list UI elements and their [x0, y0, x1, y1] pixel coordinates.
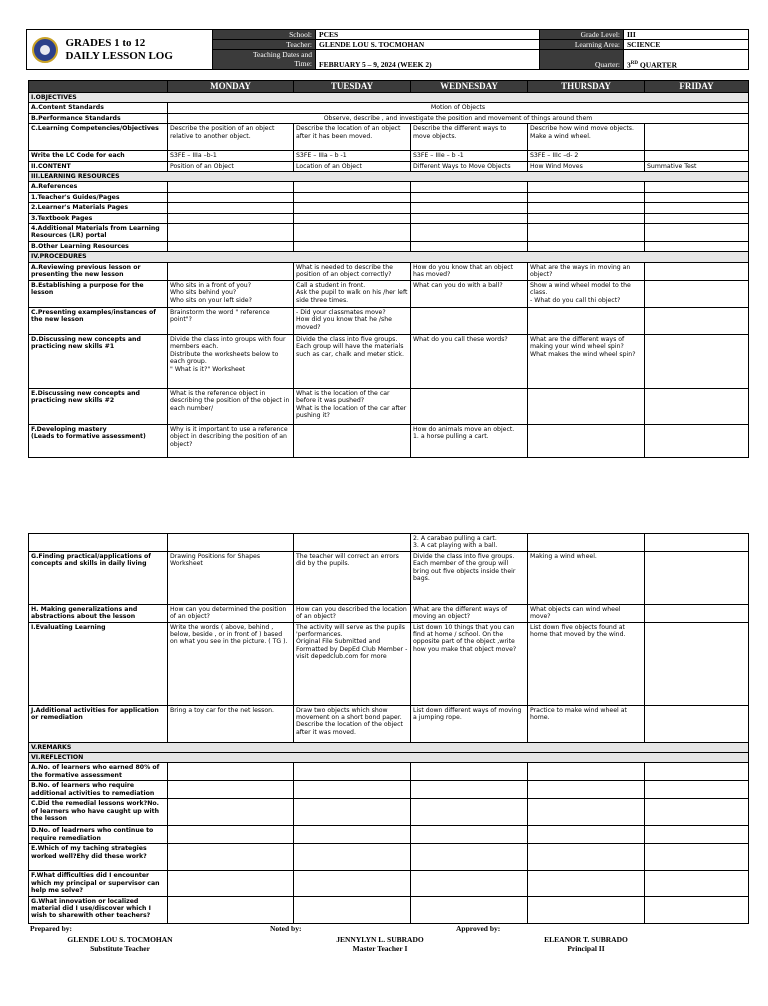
cell-monday: S3FE – IIIa –b-1	[168, 151, 294, 161]
cell-thursday	[528, 242, 645, 252]
row-label: B.Other Learning Resources	[29, 242, 168, 252]
row-i-objectives	[29, 93, 749, 103]
row-write-the-lc-code-for-each	[29, 151, 749, 161]
cell-wednesday	[411, 799, 528, 826]
teacher-value: GLENDE LOU S. TOCMOHAN	[316, 40, 540, 50]
cell-tuesday: What is needed to describe the position of an object correctly?	[294, 262, 411, 280]
row-g-what-innovation-or-localized-material-	[29, 896, 749, 923]
deped-seal-icon	[32, 37, 58, 63]
row-label: E.Which of my taching strategies worked well?Ehy did these work?	[29, 844, 168, 871]
cell-wednesday: How do animals move an object. 1. a horse pulling a cart.	[411, 424, 528, 457]
cell-thursday	[528, 388, 645, 424]
cell-friday	[645, 151, 749, 161]
cell-thursday	[528, 424, 645, 457]
cell-monday	[168, 896, 294, 923]
cell-thursday: S3FE – IIIc –d- 2	[528, 151, 645, 161]
cell-tuesday	[294, 781, 411, 799]
cell-thursday	[528, 224, 645, 242]
row-label: IV.PROCEDURES	[29, 252, 749, 262]
row-label: D.Discussing new concepts and practicing new skills #1	[29, 334, 168, 388]
standard-text: Observe, describe , and investigate the position and movement of things around them	[168, 113, 749, 123]
cell-monday	[168, 871, 294, 896]
row-i-evaluating-learning	[29, 622, 749, 705]
cell-tuesday	[294, 424, 411, 457]
cell-monday: Who sits in a front of you? Who sits behind you? Who sits on your left side?	[168, 280, 294, 307]
cell-tuesday: What is the location of the car before it was pushed? What is the location of the car after pushing it?	[294, 388, 411, 424]
cell-wednesday: Describe the different ways to move objects.	[411, 124, 528, 151]
cell-thursday	[528, 844, 645, 871]
row-c-learning-competencies-objectives	[29, 124, 749, 151]
cell-thursday	[528, 826, 645, 844]
cell-friday	[645, 799, 749, 826]
cell-thursday: Show a wind wheel model to the class. - What do you call thi object?	[528, 280, 645, 307]
cell-wednesday	[411, 844, 528, 871]
cell-friday	[645, 224, 749, 242]
cell-tuesday	[294, 896, 411, 923]
row-label: A.No. of learners who earned 80% of the formative assessment	[29, 763, 168, 781]
cell-thursday	[528, 871, 645, 896]
document-title: GRADES 1 to 12 DAILY LESSON LOG	[63, 30, 213, 70]
cell-friday	[645, 551, 749, 604]
row-vi-reflection	[29, 753, 749, 763]
row-f-what-difficulties-did-i-encounter-whic	[29, 871, 749, 896]
cell-monday	[168, 844, 294, 871]
cell-friday	[645, 192, 749, 202]
cell-tuesday	[294, 224, 411, 242]
row-label: I.OBJECTIVES	[29, 93, 749, 103]
row-b-other-learning-resources	[29, 242, 749, 252]
row-2-learner-s-materials-pages	[29, 203, 749, 213]
row-label: B.Establishing a purpose for the lesson	[29, 280, 168, 307]
cell-wednesday	[411, 307, 528, 334]
cell-thursday	[528, 781, 645, 799]
row-a-content-standards	[29, 103, 749, 113]
cell-tuesday	[294, 182, 411, 192]
cell-monday: Divide the class into groups with four members each. Distribute the worksheets below to each group. " What is it?" Worksheet	[168, 334, 294, 388]
cell-wednesday: What can you do with a ball?	[411, 280, 528, 307]
cell-tuesday: S3FE – IIIa – b -1	[294, 151, 411, 161]
noted-by: Noted by: JENNYLYN L. SUBRADO Master Teacher I	[270, 924, 424, 953]
row-c-did-the-remedial-lessons-work-no-of-le	[29, 799, 749, 826]
row-label: V.REMARKS	[29, 742, 749, 752]
row-label: G.What innovation or localized material did I use/discover which I wish to sharewith other teachers?	[29, 896, 168, 923]
logo-cell	[27, 30, 63, 70]
cell-monday	[168, 182, 294, 192]
quarter-value: 3RD QUARTER	[624, 50, 749, 70]
row-iv-procedures	[29, 252, 749, 262]
grade-level-value: III	[624, 30, 749, 40]
cell-friday	[645, 124, 749, 151]
cell-tuesday	[294, 213, 411, 223]
cell-thursday	[528, 182, 645, 192]
row-e-discussing-new-concepts-and-practicing	[29, 388, 749, 424]
row-label: C.Learning Competencies/Objectives	[29, 124, 168, 151]
row-a-reviewing-previous-lesson-or-presentin	[29, 262, 749, 280]
row-label: 3.Textbook Pages	[29, 213, 168, 223]
cell-monday	[168, 826, 294, 844]
cell-friday	[645, 182, 749, 192]
cell-thursday	[528, 896, 645, 923]
row-blank	[29, 534, 749, 552]
row-v-remarks	[29, 742, 749, 752]
cell-friday	[645, 262, 749, 280]
cell-friday	[645, 622, 749, 705]
row-label: Write the LC Code for each	[29, 151, 168, 161]
cell-monday: Write the words ( above, behind , below, beside , or in front of ) based on what you see in the picture. ( TG ).	[168, 622, 294, 705]
cell-friday	[645, 213, 749, 223]
row-b-no-of-learners-who-require-additional-	[29, 781, 749, 799]
row-d-no-of-leadrners-who-continue-to-requir	[29, 826, 749, 844]
cell-wednesday	[411, 224, 528, 242]
cell-thursday	[528, 203, 645, 213]
cell-tuesday	[294, 192, 411, 202]
row-e-which-of-my-taching-strategies-worked-	[29, 844, 749, 871]
cell-wednesday	[411, 871, 528, 896]
row-label	[29, 534, 168, 552]
row-label: B.No. of learners who require additional activities to remediation	[29, 781, 168, 799]
cell-tuesday: Describe the location of an object after it has been moved.	[294, 124, 411, 151]
row-b-performance-standards	[29, 113, 749, 123]
cell-tuesday: Divide the class into five groups. Each group will have the materials such as car, chalk and meter stick.	[294, 334, 411, 388]
row-label: D.No. of leadrners who continue to require remediation	[29, 826, 168, 844]
teaching-dates-label: Teaching Dates and Time:	[213, 50, 316, 70]
cell-wednesday	[411, 826, 528, 844]
cell-monday	[168, 781, 294, 799]
cell-tuesday	[294, 826, 411, 844]
day-header-friday: FRIDAY	[645, 81, 749, 93]
day-header-tuesday: TUESDAY	[294, 81, 411, 93]
row-label: J.Additional activities for application or remediation	[29, 705, 168, 742]
row-label: I.Evaluating Learning	[29, 622, 168, 705]
cell-tuesday: Call a student in front. Ask the pupil to walk on his /her left side three times.	[294, 280, 411, 307]
row-4-additional-materials-from-learning-res	[29, 224, 749, 242]
row-label: 1.Teacher's Guides/Pages	[29, 192, 168, 202]
cell-wednesday: List down different ways of moving a jumping rope.	[411, 705, 528, 742]
cell-tuesday	[294, 534, 411, 552]
cell-thursday	[528, 192, 645, 202]
school-value: PCES	[316, 30, 540, 40]
teaching-dates-value: FEBRUARY 5 – 9, 2024 (WEEK 2)	[316, 50, 540, 70]
row-iii-learning-resources	[29, 172, 749, 182]
cell-wednesday: 2. A carabao pulling a cart. 3. A cat playing with a ball.	[411, 534, 528, 552]
cell-friday	[645, 871, 749, 896]
grade-level-label: Grade Level:	[540, 30, 624, 40]
cell-tuesday: The activity will serve as the pupils 'performances. Original File Submitted and Formatted by DepEd Club Member - visit depedclub.com for more	[294, 622, 411, 705]
cell-friday	[645, 424, 749, 457]
day-header-row	[29, 81, 749, 93]
row-label: 4.Additional Materials from Learning Resources (LR) portal	[29, 224, 168, 242]
cell-monday	[168, 534, 294, 552]
cell-wednesday: How do you know that an object has moved?	[411, 262, 528, 280]
cell-thursday: Making a wind wheel.	[528, 551, 645, 604]
cell-friday: Summative Test	[645, 161, 749, 171]
learning-area-value: SCIENCE	[624, 40, 749, 50]
row-d-discussing-new-concepts-and-practicing	[29, 334, 749, 388]
cell-tuesday: How can you described the location of an object?	[294, 604, 411, 622]
cell-monday	[168, 262, 294, 280]
cell-tuesday	[294, 763, 411, 781]
cell-friday	[645, 705, 749, 742]
cell-thursday	[528, 763, 645, 781]
row-label: C.Did the remedial lessons work?No. of learners who have caught up with the lesson	[29, 799, 168, 826]
row-label: II.CONTENT	[29, 161, 168, 171]
cell-monday: What is the reference object in describing the position of the object in each number/	[168, 388, 294, 424]
cell-tuesday	[294, 799, 411, 826]
cell-monday	[168, 763, 294, 781]
cell-friday	[645, 826, 749, 844]
row-label: VI.REFLECTION	[29, 753, 749, 763]
cell-thursday: Practice to make wind wheel at home.	[528, 705, 645, 742]
row-a-references	[29, 182, 749, 192]
cell-friday	[645, 307, 749, 334]
row-label: A.Reviewing previous lesson or presenting the new lesson	[29, 262, 168, 280]
cell-tuesday: Draw two objects which show movement on a short bond paper. Describe the location of the object after it was moved.	[294, 705, 411, 742]
cell-wednesday	[411, 213, 528, 223]
row-label: A.Content Standards	[29, 103, 168, 113]
cell-wednesday	[411, 242, 528, 252]
day-header-blank	[29, 81, 168, 93]
standard-text: Motion of Objects	[168, 103, 749, 113]
row-label: F.What difficulties did I encounter which my principal or supervisor can help me solve?	[29, 871, 168, 896]
cell-monday: Why is it important to use a reference object in describing the position of an object?	[168, 424, 294, 457]
row-g-finding-practical-applications-of-conc	[29, 551, 749, 604]
cell-monday	[168, 224, 294, 242]
cell-friday	[645, 781, 749, 799]
header-table	[26, 29, 749, 70]
cell-thursday	[528, 307, 645, 334]
cell-monday: Brainstorm the word " reference point"?	[168, 307, 294, 334]
cell-thursday: What are the different ways of making your wind wheel spin? What makes the wind wheel spin?	[528, 334, 645, 388]
cell-thursday: List down five objects found at home that moved by the wind.	[528, 622, 645, 705]
row-f-developing-mastery-leads-to-formative-	[29, 424, 749, 457]
cell-wednesday	[411, 388, 528, 424]
learning-area-label: Learning Area:	[540, 40, 624, 50]
cell-wednesday: Different Ways to Move Objects	[411, 161, 528, 171]
cell-thursday: What objects can wind wheel move?	[528, 604, 645, 622]
cell-wednesday	[411, 192, 528, 202]
day-header-wednesday: WEDNESDAY	[411, 81, 528, 93]
cell-tuesday: - Did your classmates move? How did you know that he /she moved?	[294, 307, 411, 334]
row-label: C.Presenting examples/instances of the new lesson	[29, 307, 168, 334]
row-label: A.References	[29, 182, 168, 192]
cell-tuesday	[294, 203, 411, 213]
lesson-log-table-part1	[28, 80, 749, 458]
row-j-additional-activities-for-application-	[29, 705, 749, 742]
cell-monday	[168, 213, 294, 223]
cell-wednesday	[411, 203, 528, 213]
row-ii-content	[29, 161, 749, 171]
school-label: School:	[213, 30, 316, 40]
cell-thursday: Describe how wind move objects. Make a wind wheel.	[528, 124, 645, 151]
cell-monday	[168, 242, 294, 252]
cell-monday: Describe the position of an object relative to another object.	[168, 124, 294, 151]
cell-tuesday: Location of an Object	[294, 161, 411, 171]
row-label: H. Making generalizations and abstractions about the lesson	[29, 604, 168, 622]
cell-tuesday	[294, 242, 411, 252]
cell-thursday	[528, 213, 645, 223]
cell-wednesday	[411, 896, 528, 923]
cell-tuesday: The teacher will correct an errors did by the pupils.	[294, 551, 411, 604]
row-b-establishing-a-purpose-for-the-lesson	[29, 280, 749, 307]
cell-friday	[645, 334, 749, 388]
row-label: B.Performance Standards	[29, 113, 168, 123]
cell-friday	[645, 203, 749, 213]
day-header-thursday: THURSDAY	[528, 81, 645, 93]
cell-wednesday	[411, 182, 528, 192]
cell-monday: How can you determined the position of an object?	[168, 604, 294, 622]
cell-wednesday: What do you call these words?	[411, 334, 528, 388]
row-c-presenting-examples-instances-of-the-n	[29, 307, 749, 334]
cell-monday	[168, 192, 294, 202]
row-a-no-of-learners-who-earned-80-of-the-fo	[29, 763, 749, 781]
approved-by: Approved by: ELEANOR T. SUBRADO Principal II	[456, 924, 628, 953]
cell-monday	[168, 799, 294, 826]
cell-wednesday: List down 10 things that you can find at home / school. On the opposite part of the object ,write how you make that object move?	[411, 622, 528, 705]
cell-tuesday	[294, 871, 411, 896]
cell-wednesday	[411, 781, 528, 799]
quarter-label: Quarter:	[540, 50, 624, 70]
row-3-textbook-pages	[29, 213, 749, 223]
lesson-log-table-part2	[28, 533, 749, 924]
row-label: E.Discussing new concepts and practicing new skills #2	[29, 388, 168, 424]
cell-wednesday: S3FE – IIIe – b -1	[411, 151, 528, 161]
cell-thursday	[528, 799, 645, 826]
row-label: F.Developing mastery (Leads to formative assessment)	[29, 424, 168, 457]
row-label: III.LEARNING RESOURCES	[29, 172, 749, 182]
cell-thursday: How Wind Moves	[528, 161, 645, 171]
cell-friday	[645, 280, 749, 307]
cell-thursday	[528, 534, 645, 552]
cell-thursday: What are the ways in moving an object?	[528, 262, 645, 280]
day-header-monday: MONDAY	[168, 81, 294, 93]
cell-monday: Position of an Object	[168, 161, 294, 171]
cell-monday: Drawing Positions for Shapes Worksheet	[168, 551, 294, 604]
cell-wednesday	[411, 763, 528, 781]
cell-friday	[645, 604, 749, 622]
cell-monday: Bring a toy car for the net lesson.	[168, 705, 294, 742]
row-label: G.Finding practical/applications of concepts and skills in daily living	[29, 551, 168, 604]
row-1-teacher-s-guides-pages	[29, 192, 749, 202]
cell-friday	[645, 534, 749, 552]
cell-friday	[645, 844, 749, 871]
cell-friday	[645, 388, 749, 424]
cell-friday	[645, 763, 749, 781]
row-h-making-generalizations-and-abstraction	[29, 604, 749, 622]
row-label: 2.Learner's Materials Pages	[29, 203, 168, 213]
cell-friday	[645, 896, 749, 923]
prepared-by: Prepared by: GLENDE LOU S. TOCMOHAN Substitute Teacher	[30, 924, 173, 953]
cell-wednesday: What are the different ways of moving an object?	[411, 604, 528, 622]
cell-tuesday	[294, 844, 411, 871]
cell-wednesday: Divide the class into five groups. Each member of the group will bring out five objects inside their bags.	[411, 551, 528, 604]
cell-friday	[645, 242, 749, 252]
teacher-label: Teacher:	[213, 40, 316, 50]
cell-monday	[168, 203, 294, 213]
